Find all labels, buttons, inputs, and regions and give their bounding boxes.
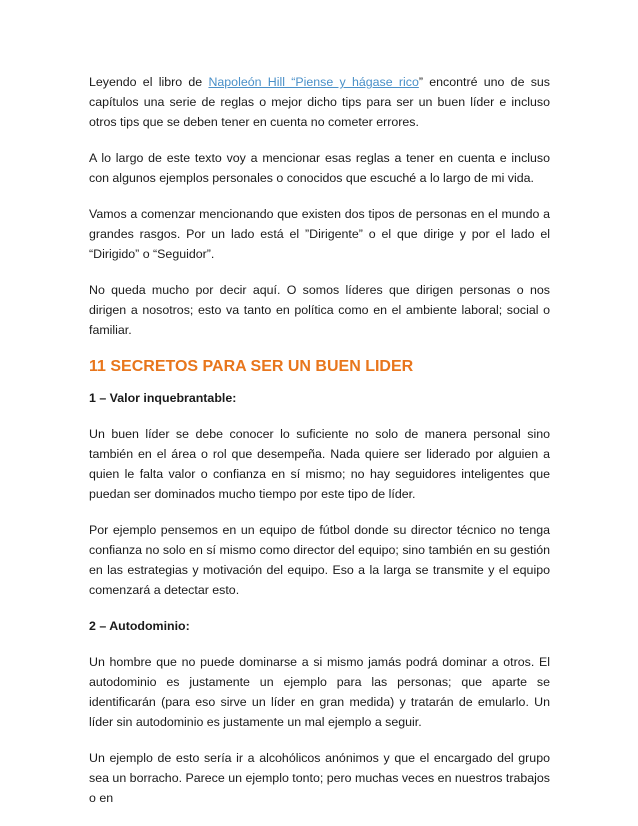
intro-text-after-link: ” encontré uno de sus capítulos una serie de reglas o mejor dicho tips para ser un buen líder e incluso otros tips que se deben tener en cuenta no cometer errores. bbox=[89, 75, 551, 129]
intro-paragraph-1 bbox=[89, 72, 550, 132]
intro-paragraph-4: No queda mucho por decir aquí. O somos líderes que dirigen personas o nos dirigen a nosotros; esto va tanto en política como en el ambiente laboral; social o familiar. bbox=[89, 283, 550, 337]
section-2-paragraph-1: Un hombre que no puede dominarse a si mismo jamás podrá dominar a otros. El autodominio es justamente un ejemplo para las personas; que aparte se identificarán (para eso sirve un líder en gran medida) y tratarán de emularlo. Un líder sin autodominio es justamente un mal ejemplo a seguir. bbox=[89, 655, 550, 729]
section-2-paragraph-2: Un ejemplo de esto sería ir a alcohólicos anónimos y que el encargado del grupo sea un borracho. Parece un ejemplo tonto; pero muchas veces en nuestros trabajos o en bbox=[89, 751, 550, 805]
section-1-title: 1 – Valor inquebrantable: bbox=[89, 391, 237, 405]
section-1-paragraph-2: Por ejemplo pensemos en un equipo de fútbol donde su director técnico no tenga confianza no solo en sí mismo como director del equipo; sino también en su gestión en las estrategias y motivación del equipo. Eso a la larga se transmite y el equipo comenzará a detectar esto. bbox=[89, 523, 550, 597]
intro-text-before-link: Leyendo el libro de bbox=[89, 75, 209, 89]
section-heading: 11 SECRETOS PARA SER UN BUEN LIDER bbox=[89, 358, 414, 375]
intro-paragraph-2: A lo largo de este texto voy a mencionar esas reglas a tener en cuenta e incluso con algunos ejemplos personales o conocidos que escuché a lo largo de mi vida. bbox=[89, 151, 550, 185]
book-link[interactable]: Napoleón Hill “Piense y hágase rico bbox=[208, 75, 419, 89]
intro-paragraph-3: Vamos a comenzar mencionando que existen dos tipos de personas en el mundo a grandes rasgos. Por un lado está el ”Dirigente” o el que dirige y por el lado el “Dirigido” o “Seguidor”. bbox=[89, 207, 550, 261]
section-2-title: 2 – Autodominio: bbox=[89, 619, 190, 633]
section-1-paragraph-1: Un buen líder se debe conocer lo suficiente no solo de manera personal sino también en el área o rol que desempeña. Nada quiere ser liderado por alguien a quien le falta valor o confianza en sí mismo; no hay seguidores inteligentes que puedan ser dominados mucho tiempo por este tipo de líder. bbox=[89, 427, 550, 501]
